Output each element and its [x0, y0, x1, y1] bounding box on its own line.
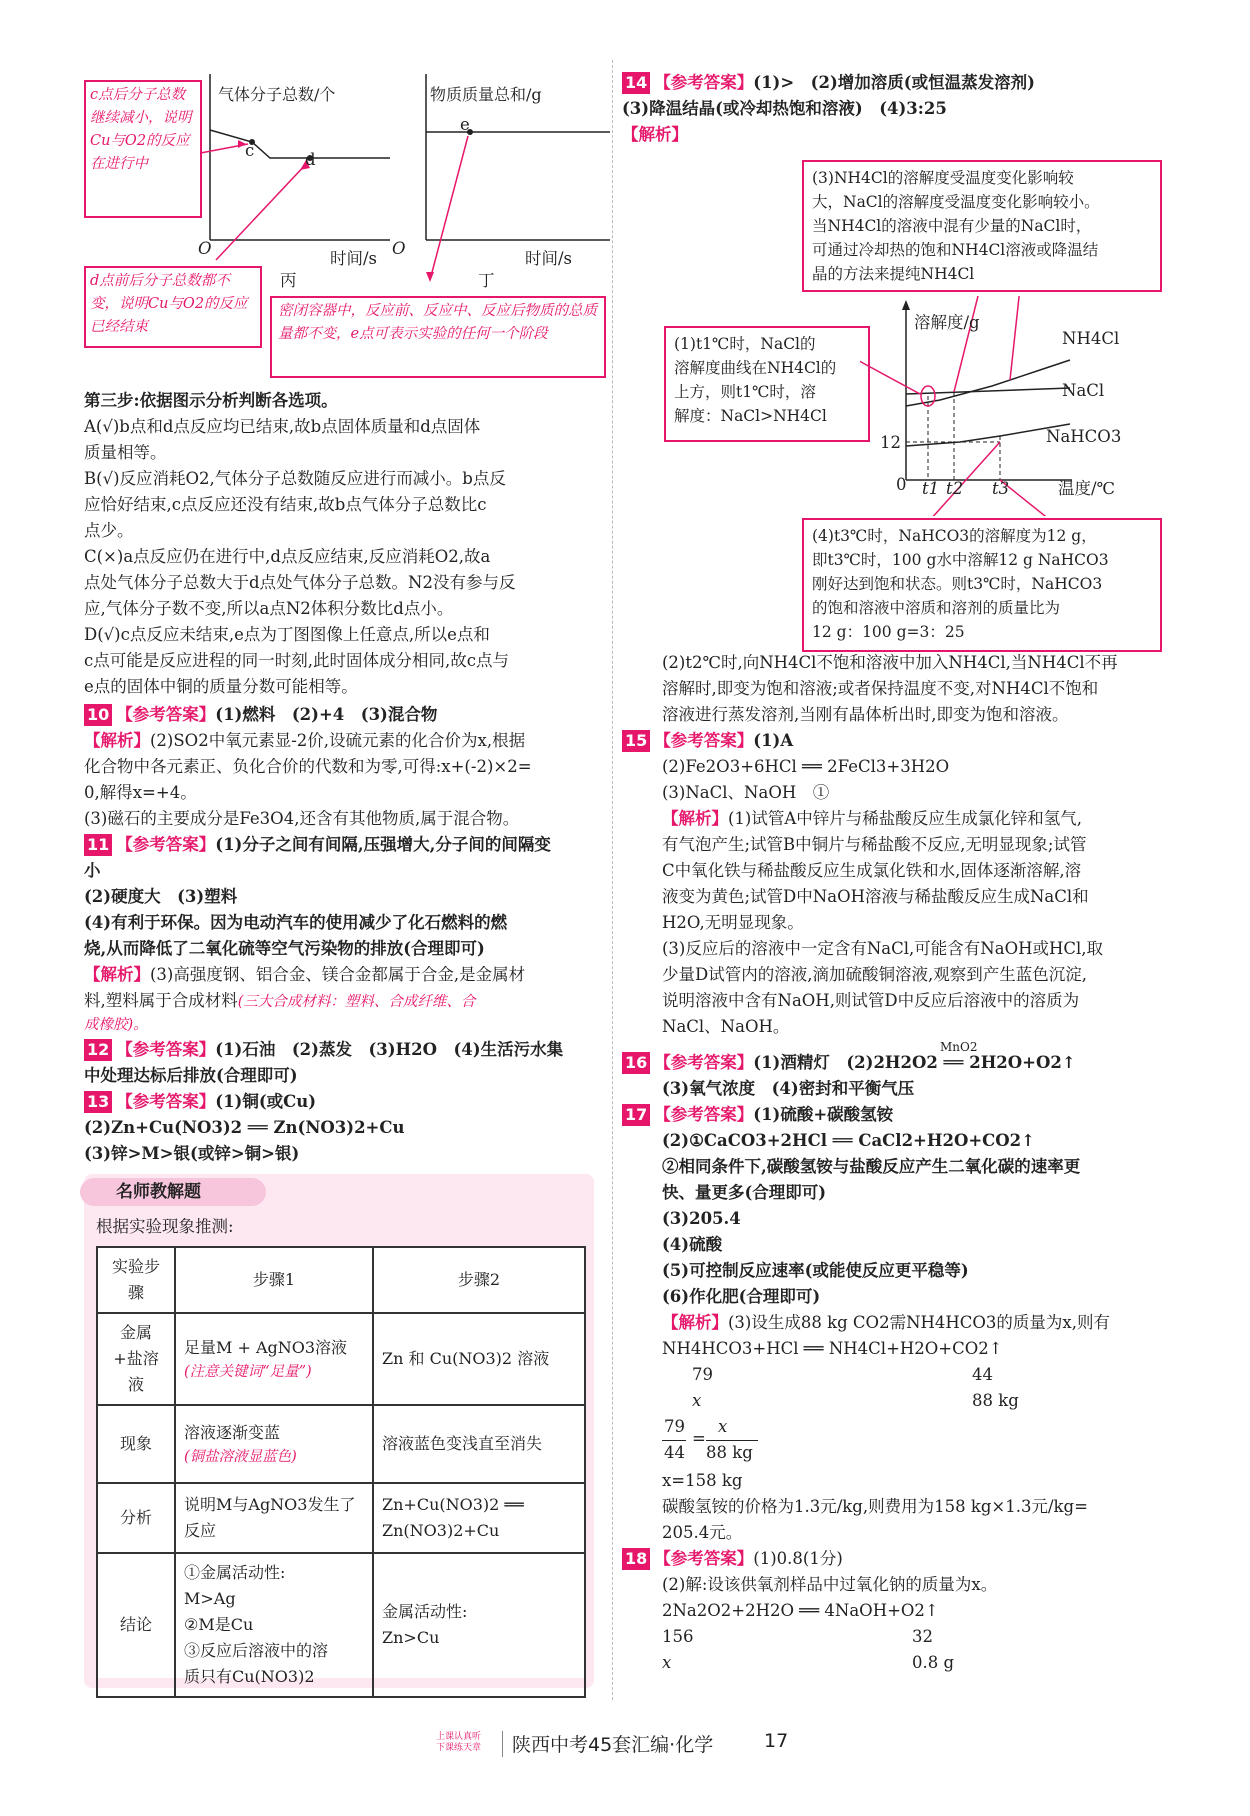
q15-answer: 15 【参考答案】(1)A: [622, 728, 1182, 754]
left-analysis: [84, 388, 604, 1167]
teacher-panel: [84, 1174, 594, 1688]
q15-line: 少量D试管内的溶液,滴加硫酸铜溶液,观察到产生蓝色沉淀,: [662, 965, 1087, 984]
q10-analysis: 【解析】(2)SO2中氧元素显-2价,设硫元素的化合价为x,根据: [84, 731, 526, 750]
origin-bing: O: [198, 239, 212, 258]
q11-line: 烧,从而降低了二氧化硫等空气污染物的排放(合理即可): [84, 939, 485, 958]
q15-line: 说明溶液中含有NaOH,则试管D中反应后溶液中的溶质为: [662, 991, 1080, 1010]
q15-line: 有气泡产生;试管B中铜片与稀盐酸不反应,无明显现象;试管: [662, 835, 1087, 854]
table-cell: 金属+盐溶液: [97, 1313, 175, 1405]
teacher-table: [96, 1246, 586, 1698]
note-e-point: 密闭容器中，反应前、反应中、反应后物质的总质量都不变，e点可表示实验的任何一个阶段: [270, 296, 606, 378]
q15-line: C中氧化铁与稀盐酸反应生成氯化铁和水,固体逐渐溶解,溶: [662, 861, 1082, 880]
q11-analysis: 【解析】(3)高强度钢、铝合金、镁合金都属于合金,是金属材: [84, 965, 526, 984]
q14-line: 溶解时,即变为饱和溶液;或者保持温度不变,对NH4Cl不饱和: [662, 679, 1099, 698]
xlabel-ding: 时间/s: [525, 249, 573, 268]
q14-answer: 14 【参考答案】(1)> (2)增加溶质(或恒温蒸发溶剂): [622, 70, 1182, 96]
footer-logo: 上课认真听 下课练天章: [436, 1732, 482, 1753]
q11-line: (2)硬度大 (3)塑料: [84, 887, 238, 906]
ylabel-bing: 气体分子总数/个: [218, 85, 336, 104]
table-cell: Zn+Cu(NO3)2 ══ Zn(NO3)2+Cu: [373, 1483, 585, 1553]
q15-analysis: 【解析】(1)试管A中锌片与稀盐酸反应生成氯化锌和氢气,: [662, 809, 1083, 828]
curve-nacl: [906, 388, 1070, 394]
q11-hand: 成橡胶)。: [84, 1017, 148, 1033]
q15-line: (2)Fe2O3+6HCl ══ 2FeCl3+3H2O: [662, 757, 950, 776]
q18-answer: 18 【参考答案】(1)0.8(1分): [622, 1546, 1182, 1572]
q14-note-4: (4)t3℃时，NaHCO3的溶解度为12 g， 即t3℃时，100 g水中溶解12 g NaHCO3 刚好达到饱和状态。则t3℃时，NaHCO3 的饱和溶液中溶质和溶剂的质量比为 12 g：100 g=3：25: [802, 518, 1162, 652]
analysis-line: C(×)a点反应仍在进行中,d点反应结束,反应消耗O2,故a: [84, 547, 491, 566]
q10-line: 0,解得x=+4。: [84, 783, 197, 802]
q12-answer: 12 【参考答案】(1)石油 (2)蒸发 (3)H2O (4)生活污水集: [84, 1037, 604, 1063]
teacher-title: 名师教解题: [80, 1178, 266, 1206]
q18-line: (2)解:设该供氧剂样品中过氧化钠的质量为x。: [662, 1575, 998, 1594]
analysis-line: B(√)反应消耗O2,气体分子总数随反应进行而减小。b点反: [84, 469, 506, 488]
q17-line: 205.4元。: [662, 1523, 743, 1542]
q14-note-1: (1)t1℃时，NaCl的 溶解度曲线在NH4Cl的 上方，则t1℃时，溶 解度：NaCl>NH4Cl: [664, 326, 870, 442]
curve-bing: [210, 130, 390, 158]
q14-jiexi: 【解析】: [622, 125, 688, 144]
q14-block: [622, 70, 1182, 148]
sol-tick-t2: t2: [946, 479, 964, 498]
q13-line: (2)Zn+Cu(NO3)2 ══ Zn(NO3)2+Cu: [84, 1118, 405, 1137]
q11-line: 小: [84, 861, 101, 880]
label-d: d: [305, 150, 316, 169]
teacher-table-wrap: [96, 1246, 586, 1686]
analysis-line: 点处气体分子总数大于d点处气体分子总数。N2没有参与反: [84, 573, 516, 592]
label-ding: 丁: [478, 271, 495, 290]
sol-xlabel: 温度/℃: [1058, 479, 1116, 498]
teacher-intro: 根据实验现象推测:: [96, 1217, 234, 1236]
ylabel-ding: 物质质量总和/g: [430, 85, 542, 104]
q17-line: NH4HCO3+HCl ══ NH4Cl+H2O+CO2↑: [662, 1339, 1003, 1358]
table-head: 步骤1: [175, 1247, 373, 1313]
column-divider: [612, 60, 613, 1700]
sol-tick-t1: t1: [922, 479, 940, 498]
sol-tick-12: 12: [880, 433, 901, 452]
q15-line: H2O,无明显现象。: [662, 913, 804, 932]
q11-line: 料,塑料属于合成材料(三大合成材料：塑料、合成纤维、合: [84, 991, 476, 1010]
q11-line: (4)有利于环保。因为电动汽车的使用减少了化石燃料的燃: [84, 913, 508, 932]
q17-answer: 17 【参考答案】(1)硫酸+碳酸氢铵: [622, 1102, 1182, 1128]
q17-line: (5)可控制反应速率(或能使反应更平稳等): [662, 1261, 969, 1280]
footer: [436, 1727, 816, 1761]
table-cell: Zn 和 Cu(NO3)2 溶液: [373, 1313, 585, 1405]
table-cell: 溶液蓝色变浅直至消失: [373, 1405, 585, 1483]
note-d-point: d点前后分子总数都不变，说明Cu与O2的反应已经结束: [84, 266, 262, 348]
table-cell: 足量M + AgNO3溶液 (注意关键词“足量”): [175, 1313, 373, 1405]
q12-line: 中处理达标后排放(合理即可): [84, 1066, 298, 1085]
q17-line: ②相同条件下,碳酸氢铵与盐酸反应产生二氧化碳的速率更: [662, 1157, 1081, 1176]
q15-line: NaCl、NaOH。: [662, 1017, 790, 1036]
analysis-line: 应恰好结束,c点反应还没有结束,故b点气体分子总数比c: [84, 495, 487, 514]
sol-label-nahco3: NaHCO3: [1046, 427, 1122, 446]
q14-note-3: (3)NH4Cl的溶解度受温度变化影响较 大，NaCl的溶解度受温度变化影响较小。 当NH4Cl的溶液中混有少量的NaCl时， 可通过冷却热的饱和NH4Cl溶液或降温结 晶的方法来提纯NH4Cl: [802, 160, 1162, 292]
q14-line: (3)降温结晶(或冷却热饱和溶液) (4)3:25: [622, 99, 947, 118]
sol-ylabel: 溶解度/g: [914, 313, 980, 332]
analysis-line: e点的固体中铜的质量分数可能相等。: [84, 677, 358, 696]
page-number: 17: [764, 1730, 789, 1752]
table-head: 步骤2: [373, 1247, 585, 1313]
q17-line: 快、量更多(合理即可): [662, 1183, 827, 1202]
q17-line: 碳酸氢铵的价格为1.3元/kg,则费用为158 kg×1.3元/kg=: [662, 1497, 1088, 1516]
q18-ratio: 156 32 x 0.8 g: [662, 1627, 955, 1672]
table-cell: 说明M与AgNO3发生了反应: [175, 1483, 373, 1553]
q10-answer: 10 【参考答案】(1)燃料 (2)+4 (3)混合物: [84, 702, 604, 728]
label-c: c: [245, 141, 255, 160]
q18-line: 2Na2O2+2H2O ══ 4NaOH+O2↑: [662, 1601, 939, 1620]
q17-ratio: 79 44 x 88 kg: [692, 1365, 1019, 1410]
analysis-line: 第三步:依据图示分析判断各选项。: [84, 391, 338, 410]
q14-line: 溶液进行蒸发溶剂,当刚有晶体析出时,即变为饱和溶液。: [662, 705, 1069, 724]
q17-fraction: 79 44 = x 88 kg: [662, 1414, 1182, 1468]
q17-line: (3)205.4: [662, 1209, 741, 1228]
analysis-line: A(√)b点和d点反应均已结束,故b点固体质量和d点固体: [84, 417, 481, 436]
solubility-chart: [860, 296, 1180, 516]
label-bing: 丙: [280, 271, 297, 290]
q17-line: (2)①CaCO3+2HCl ══ CaCl2+H2O+CO2↑: [662, 1131, 1035, 1150]
table-head: 实验步骤: [97, 1247, 175, 1313]
analysis-line: 应,气体分子数不变,所以a点N2体积分数比d点小。: [84, 599, 454, 618]
analysis-line: 点少。: [84, 521, 134, 540]
table-cell: ①金属活动性: M>Ag ②M是Cu ③反应后溶液中的溶 质只有Cu(NO3)2: [175, 1553, 373, 1697]
label-e: e: [460, 115, 470, 134]
curve-nh4cl: [906, 360, 1070, 406]
analysis-line: D(√)c点反应未结束,e点为丁图图像上任意点,所以e点和: [84, 625, 490, 644]
q13-line: (3)锌>M>银(或锌>铜>银): [84, 1144, 300, 1163]
table-cell: 溶液逐渐变蓝 (铜盐溶液显蓝色): [175, 1405, 373, 1483]
sol-label-nh4cl: NH4Cl: [1062, 329, 1120, 348]
q15-line: (3)NaCl、NaOH ①: [662, 783, 830, 802]
q17-analysis: 【解析】(3)设生成88 kg CO2需NH4HCO3的质量为x,则有: [662, 1313, 1110, 1332]
table-cell: 分析: [97, 1483, 175, 1553]
analysis-line: c点可能是反应进程的同一时刻,此时固体成分相同,故c点与: [84, 651, 509, 670]
q15-line: (3)反应后的溶液中一定含有NaCl,可能含有NaOH或HCl,取: [662, 939, 1104, 958]
note-c-point: c点后分子总数继续减小，说明Cu与O2的反应在进行中: [84, 80, 202, 218]
q10-line: 化合物中各元素正、负化合价的代数和为零,可得:x+(-2)×2=: [84, 757, 532, 776]
sol-origin: 0: [896, 475, 907, 494]
right-main: [625, 650, 1182, 1676]
q17-line: (6)作化肥(合理即可): [662, 1287, 821, 1306]
xlabel-bing: 时间/s: [330, 249, 378, 268]
table-cell: 现象: [97, 1405, 175, 1483]
q17-line: (4)硫酸: [662, 1235, 723, 1254]
analysis-line: 质量相等。: [84, 443, 167, 462]
q11-answer: 11 【参考答案】(1)分子之间有间隔,压强增大,分子间的间隔变: [84, 832, 604, 858]
sol-label-nacl: NaCl: [1062, 381, 1105, 400]
q16-line: (3)氧气浓度 (4)密封和平衡气压: [662, 1079, 915, 1098]
table-cell: 金属活动性: Zn>Cu: [373, 1553, 585, 1697]
table-cell: 结论: [97, 1553, 175, 1697]
q13-answer: 13 【参考答案】(1)铜(或Cu): [84, 1089, 604, 1115]
footer-title: 陕西中考45套汇编·化学: [512, 1734, 714, 1756]
origin-ding: O: [392, 239, 406, 258]
q14-line: (2)t2℃时,向NH4Cl不饱和溶液中加入NH4Cl,当NH4Cl不再: [662, 653, 1118, 672]
q15-line: 液变为黄色;试管D中NaOH溶液与稀盐酸反应生成NaCl和: [662, 887, 1089, 906]
q17-line: x=158 kg: [662, 1471, 743, 1490]
q16-answer: 16 【参考答案】(1)酒精灯 (2)2H2O2 ══ 2H2O+O2↑ MnO2: [622, 1050, 1182, 1076]
sol-tick-t3: t3: [992, 479, 1010, 498]
q10-line: (3)磁石的主要成分是Fe3O4,还含有其他物质,属于混合物。: [84, 809, 520, 828]
